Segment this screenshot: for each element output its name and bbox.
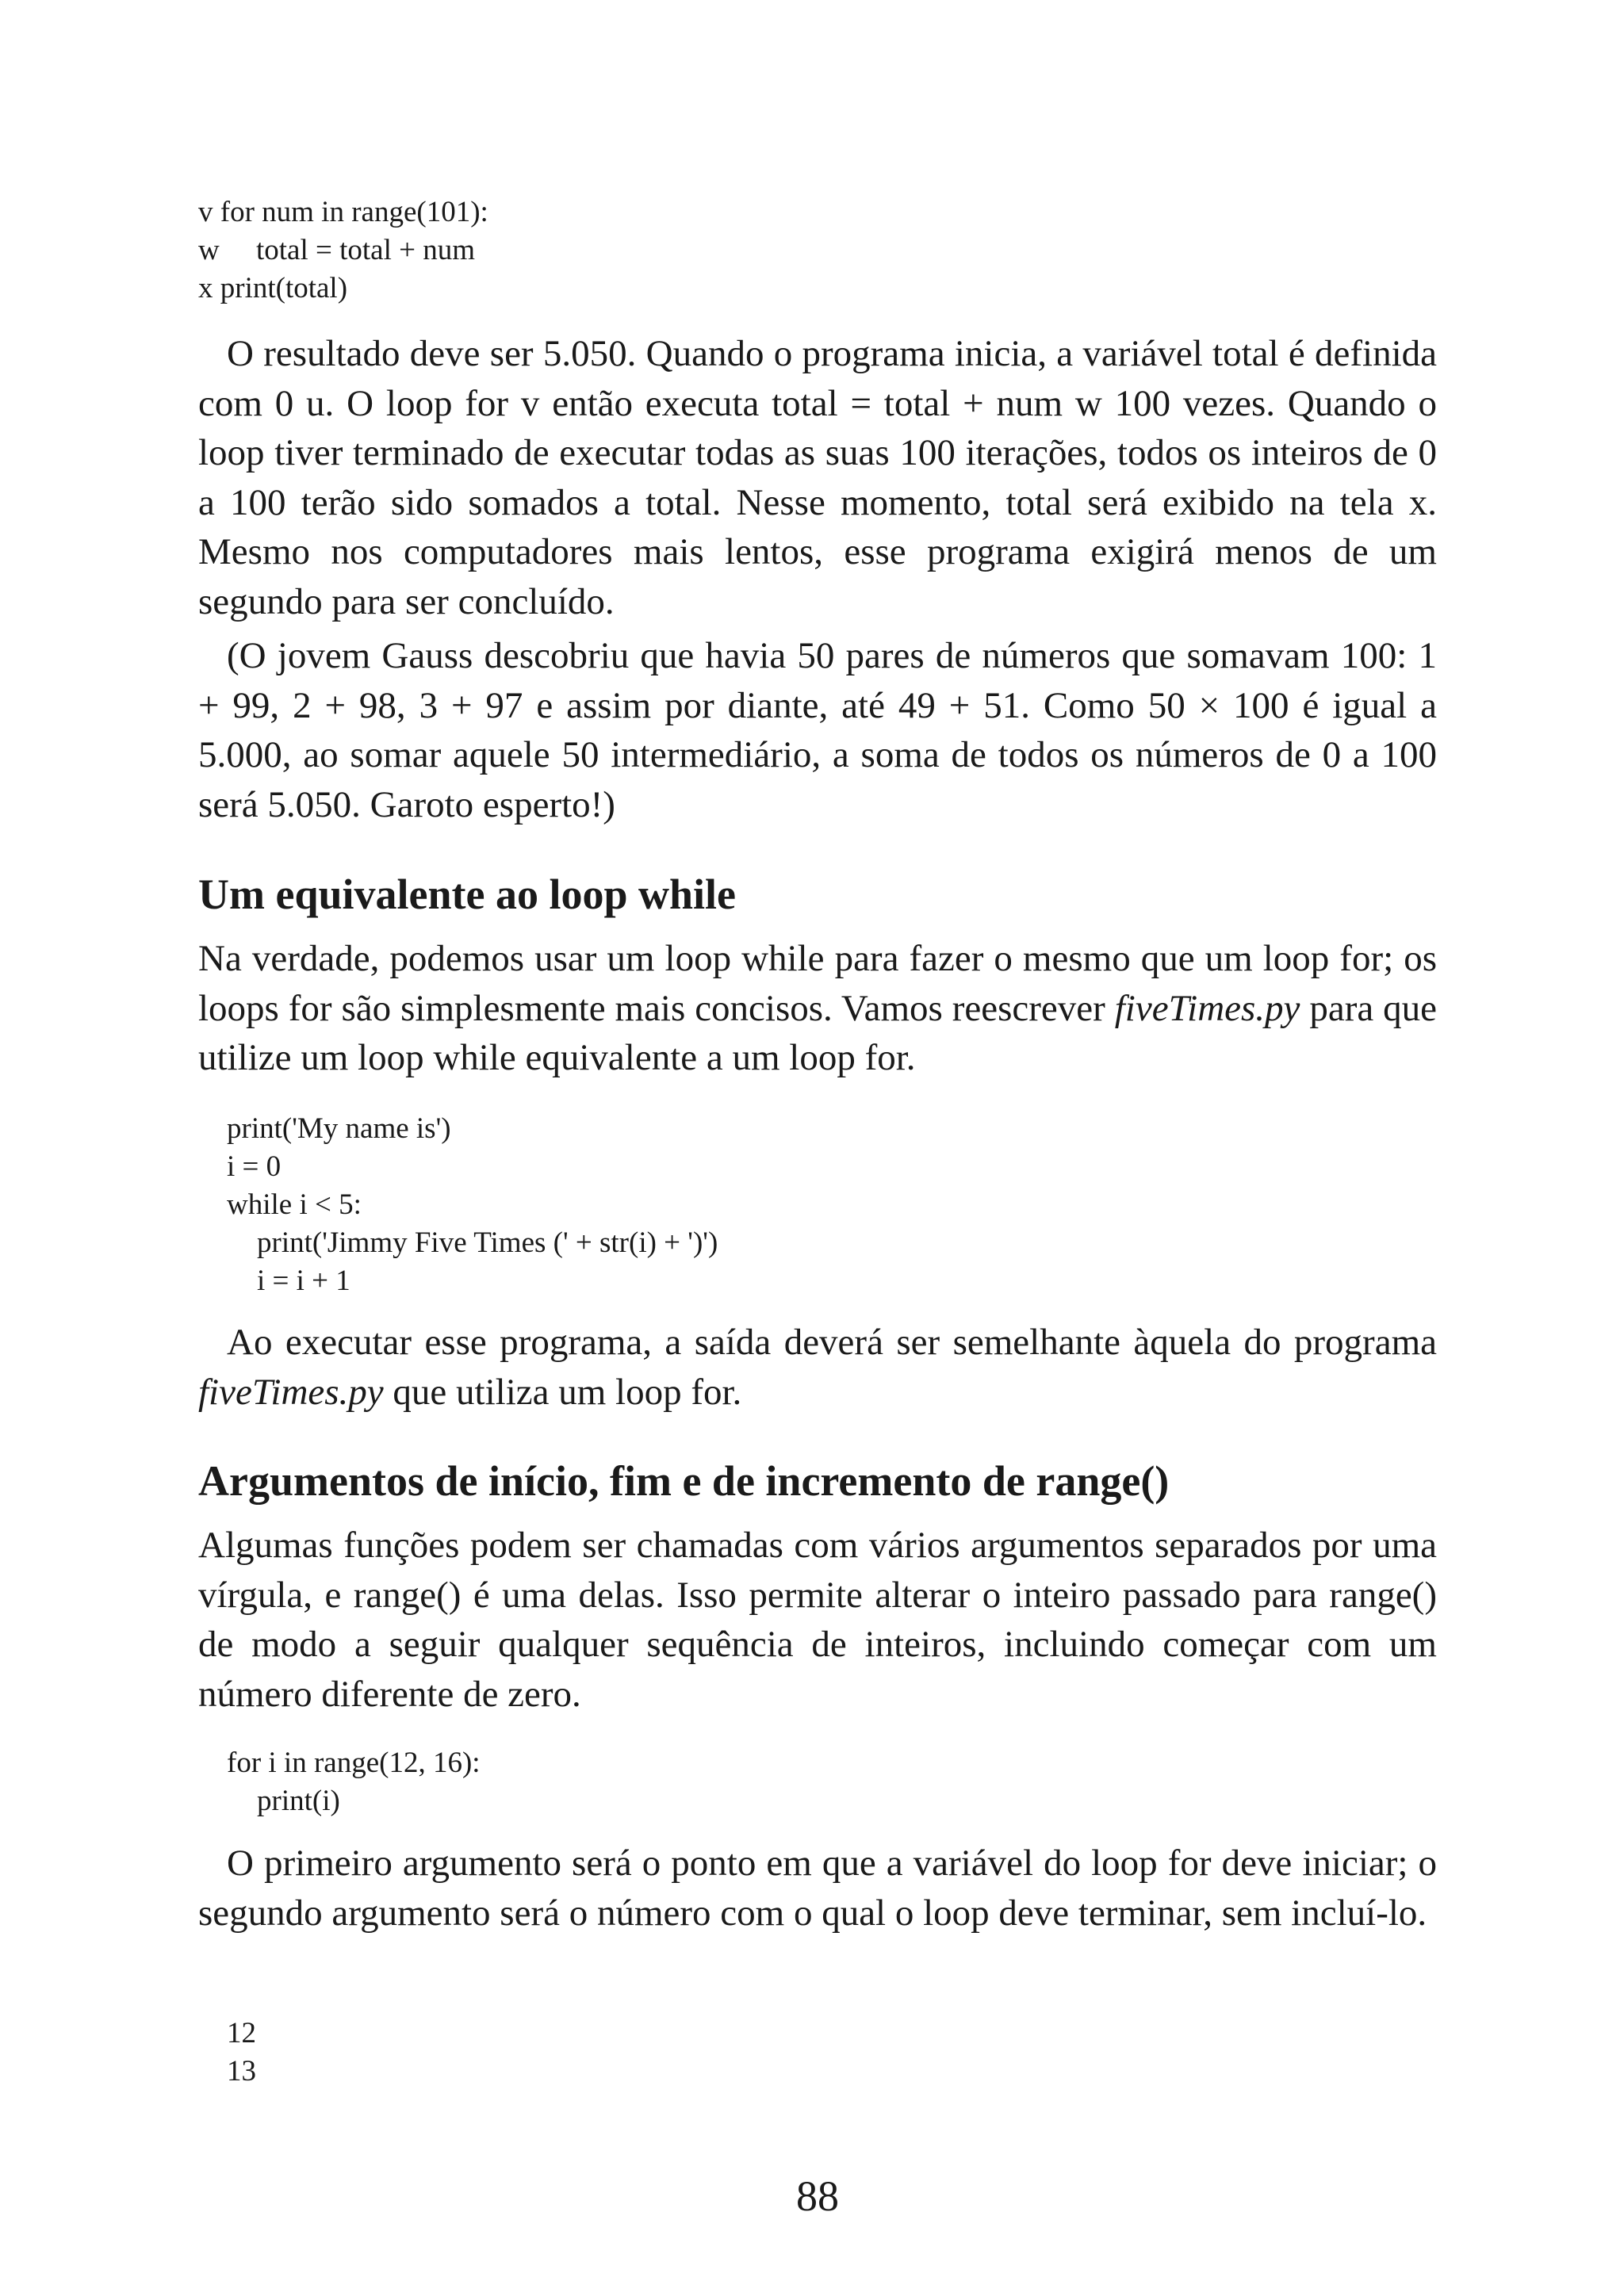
code-listing-while bbox=[227, 1110, 718, 1300]
paragraph-while-output: Ao executar esse programa, a saída deverá ser semelhante àquela do programa fiveTimes.py que utiliza um loop for. bbox=[198, 1322, 1437, 1413]
section-heading-while: Um equivalente ao loop while bbox=[198, 871, 737, 918]
code-line: print('My name is') bbox=[227, 1112, 451, 1145]
code-listing-range bbox=[227, 1744, 481, 1820]
code-listing-sum bbox=[198, 193, 488, 308]
paragraph-range-args: O primeiro argumento será o ponto em que a variável do loop for deve iniciar; o segundo argumento será o número com o qual o loop deve terminar, sem incluí-lo. bbox=[198, 1843, 1437, 1934]
paragraph-range-intro: Algumas funções podem ser chamadas com vários argumentos separados por uma vírgula, e range() é uma delas. Isso permite alterar o inteiro passado para range() de modo a seguir qualquer sequência de inteiros, incluindo começar com um número diferente de zero. bbox=[198, 1525, 1437, 1715]
code-line: i = 0 bbox=[227, 1150, 282, 1183]
paragraph-gauss: (O jovem Gauss descobriu que havia 50 pares de números que somavam 100: 1 + 99, 2 + 98, 3 + 97 e assim por diante, até 49 + 51. Como 50 × 100 é igual a 5.000, ao somar aquele 50 intermediário, a soma de todos os números de 0 a 100 será 5.050. Garoto esperto!) bbox=[198, 635, 1437, 825]
filename-italic: fiveTimes.py bbox=[198, 1371, 384, 1413]
output-line: 12 bbox=[227, 2017, 256, 2049]
filename-italic: fiveTimes.py bbox=[1114, 987, 1300, 1029]
code-line: i = i + 1 bbox=[257, 1265, 350, 1297]
code-line: print(i) bbox=[257, 1785, 340, 1817]
page-number: 88 bbox=[796, 2172, 839, 2220]
code-line: x print(total) bbox=[198, 272, 348, 304]
section-heading-range: Argumentos de início, fim e de incremento de range() bbox=[198, 1457, 1170, 1505]
code-line: w total = total + num bbox=[198, 234, 476, 266]
code-line: print('Jimmy Five Times (' + str(i) + ')') bbox=[257, 1226, 718, 1259]
code-line: while i < 5: bbox=[227, 1188, 362, 1221]
paragraph-result: O resultado deve ser 5.050. Quando o programa inicia, a variável total é definida com 0 u. O loop for v então executa total = total + num w 100 vezes. Quando o loop tiver terminado de executar todas as suas 100 iterações, todos os inteiros de 0 a 100 terão sido somados a total. Nesse momento, total será exibido na tela x. Mesmo nos computadores mais lentos, esse programa exigirá menos de um segundo para ser concluído. bbox=[198, 333, 1437, 622]
paragraph-while-intro: Na verdade, podemos usar um loop while para fazer o mesmo que um loop for; os loops for são simplesmente mais concisos. Vamos reescrever fiveTimes.py para que utilize um loop while equivalente a um loop for. bbox=[198, 938, 1438, 1078]
output-listing bbox=[227, 2015, 256, 2091]
output-line: 13 bbox=[227, 2055, 256, 2087]
code-line: for i in range(12, 16): bbox=[227, 1747, 481, 1779]
code-line: v for num in range(101): bbox=[198, 196, 488, 228]
